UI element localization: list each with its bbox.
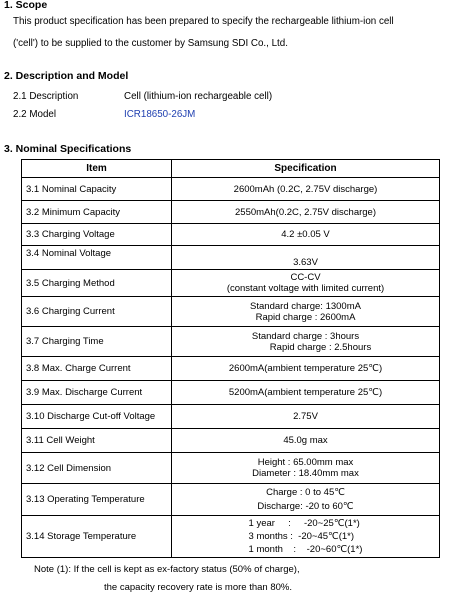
spec-text: 45.0g max [283,435,328,446]
spec-text: (constant voltage with limited current) [226,283,385,294]
spec-text: 4.2 ±0.05 V [281,229,330,240]
spec-text: Discharge: -20 to 60℃ [257,500,354,512]
spec-text: 2.75V [293,411,318,422]
column-header-item: Item [22,160,172,178]
description-label: 2.1 Description [13,91,79,102]
spec-cell [172,484,440,516]
column-header-specification: Specification [172,160,440,178]
item-cell: 3.12 Cell Dimension [22,453,172,484]
table-header-row [22,160,440,178]
item-cell: 3.9 Max. Discharge Current [22,381,172,405]
spec-text: Rapid charge : 2.5hours [269,341,372,353]
spec-cell [172,246,440,270]
table-row [22,224,440,246]
item-cell: 3.1 Nominal Capacity [22,178,172,201]
table-row [22,327,440,357]
spec-cell [172,224,440,246]
table-row [22,484,440,516]
spec-text: 5200mA(ambient temperature 25℃) [228,387,383,398]
spec-text: Standard charge : 3hours [251,330,360,342]
spec-text: Rapid charge : 2600mA [255,311,356,323]
spec-cell [172,297,440,327]
table-row [22,178,440,201]
spec-cell [172,405,440,429]
item-cell: 3.3 Charging Voltage [22,224,172,246]
table-row [22,429,440,453]
spec-text: Diameter : 18.40mm max [252,468,359,479]
spec-cell [172,516,440,558]
item-cell: 3.5 Charging Method [22,270,172,297]
table-row [22,357,440,381]
table-row [22,453,440,484]
spec-text: Charge : 0 to 45℃ [266,486,345,498]
model-label: 2.2 Model [13,109,57,120]
spec-cell [172,453,440,484]
spec-text: 3 months : -20~45℃(1*) [248,531,355,542]
table-row [22,405,440,429]
spec-text: 1 year : -20~25℃(1*) [248,518,360,529]
spec-cell [172,357,440,381]
spec-cell [172,381,440,405]
spec-text: 2600mA(ambient temperature 25℃) [228,363,383,374]
table-row [22,270,440,297]
scope-text-line2: ('cell') to be supplied to the customer by Samsung SDI Co., Ltd. [13,38,288,49]
spec-cell [172,178,440,201]
spec-text: 2600mAh (0.2C, 2.75V discharge) [233,183,378,195]
table-row [22,246,440,270]
table-row [22,201,440,224]
table-row [22,381,440,405]
item-cell: 3.13 Operating Temperature [22,484,172,516]
scope-heading: 1. Scope [4,0,48,11]
description-heading: 2. Description and Model [4,70,129,82]
note-line1: Note (1): If the cell is kept as ex-factory status (50% of charge), [34,564,300,575]
item-cell: 3.14 Storage Temperature [22,516,172,558]
item-cell: 3.7 Charging Time [22,327,172,357]
item-cell: 3.2 Minimum Capacity [22,201,172,224]
model-value: ICR18650-26JM [124,109,196,120]
spec-cell [172,327,440,357]
item-cell: 3.10 Discharge Cut-off Voltage [22,405,172,429]
item-cell: 3.8 Max. Charge Current [22,357,172,381]
spec-text: 1 month : -20~60℃(1*) [248,544,363,555]
table-row [22,516,440,558]
table-row [22,297,440,327]
nominal-specs-heading: 3. Nominal Specifications [4,143,132,155]
scope-text-line1: This product specification has been prepared to specify the rechargeable lithium-ion cell [13,16,394,27]
spec-cell [172,270,440,297]
storage-temperature-list [249,517,363,556]
spec-cell [172,429,440,453]
item-cell: 3.4 Nominal Voltage [22,246,172,270]
spec-text: Height : 65.00mm max [257,457,354,468]
note-line2: the capacity recovery rate is more than 80%. [104,582,292,593]
spec-text: 2550mAh(0.2C, 2.75V discharge) [235,206,376,218]
description-value: Cell (lithium-ion rechargeable cell) [124,91,273,102]
spec-cell [172,201,440,224]
nominal-specs-table [21,159,440,558]
item-cell: 3.11 Cell Weight [22,429,172,453]
spec-text: Standard charge: 1300mA [250,300,361,312]
item-cell: 3.6 Charging Current [22,297,172,327]
spec-text: CC-CV [290,272,321,283]
spec-text: 3.63V [293,257,318,268]
